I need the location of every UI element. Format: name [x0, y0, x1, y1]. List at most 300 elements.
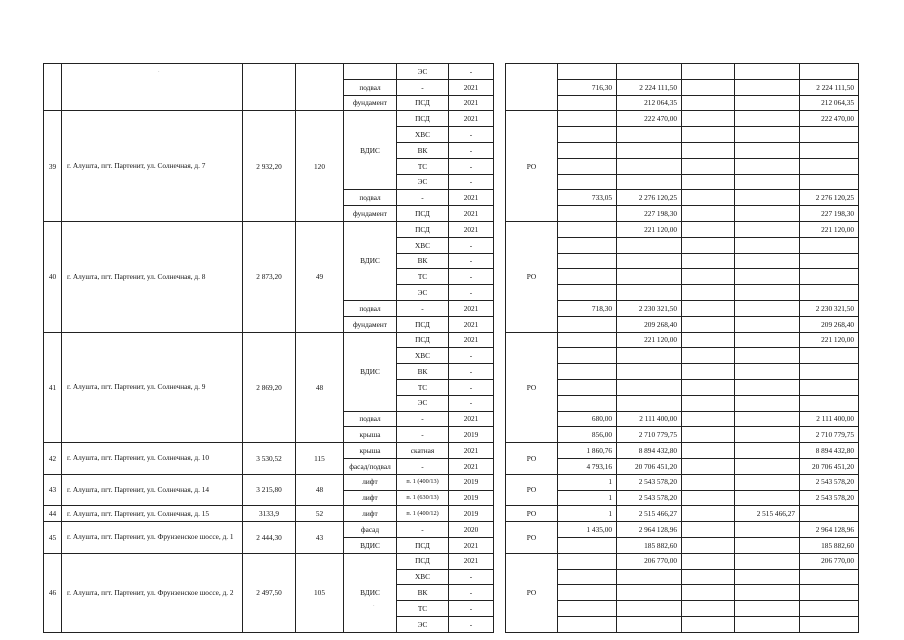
- cost-cell: [617, 364, 682, 380]
- federal-funding-cell: [735, 316, 800, 332]
- work-type-cell: подвал: [344, 411, 397, 427]
- cost-cell: [617, 601, 682, 617]
- federal-funding-cell: [735, 158, 800, 174]
- work-type-cell: лифт: [344, 506, 397, 522]
- volume-cell: [558, 95, 617, 111]
- federal-funding-cell: [735, 142, 800, 158]
- total-cell: [800, 269, 859, 285]
- total-cell: [800, 142, 859, 158]
- total-cell: [800, 158, 859, 174]
- funding-cell: [682, 474, 735, 490]
- year-cell: -: [449, 174, 494, 190]
- area-cell: 2 444,30: [243, 522, 296, 554]
- year-cell: -: [449, 601, 494, 617]
- funding-cell: [682, 174, 735, 190]
- residents-cell: 115: [296, 443, 344, 475]
- federal-funding-cell: [735, 601, 800, 617]
- year-cell: 2019: [449, 490, 494, 506]
- volume-cell: [558, 616, 617, 632]
- work-subtype-cell: ХВС: [397, 569, 449, 585]
- funding-cell: [682, 458, 735, 474]
- federal-funding-cell: [735, 537, 800, 553]
- row-number: 39: [44, 111, 62, 222]
- cost-cell: 2 276 120,25: [617, 190, 682, 206]
- area-cell: 3 215,80: [243, 474, 296, 506]
- address-cell: г. Алушта, пгт. Партенит, ул. Фрунзенское шоссе, д. 1: [62, 522, 243, 554]
- year-cell: -: [449, 269, 494, 285]
- cost-cell: 222 470,00: [617, 111, 682, 127]
- work-subtype-cell: ВК: [397, 142, 449, 158]
- year-cell: 2021: [449, 221, 494, 237]
- address-cell: г. Алушта, пгт. Партенит, ул. Солнечная, д. 10: [62, 443, 243, 475]
- work-subtype-cell: ХВС: [397, 348, 449, 364]
- row-number: 46: [44, 553, 62, 632]
- work-type-cell: фасад/подвал: [344, 458, 397, 474]
- residents-cell: 48: [296, 332, 344, 443]
- cost-cell: [617, 395, 682, 411]
- work-type-cell: фасад: [344, 522, 397, 538]
- work-subtype-cell: -: [397, 79, 449, 95]
- spacer-cell: [494, 111, 506, 222]
- volume-cell: [558, 585, 617, 601]
- volume-cell: 716,30: [558, 79, 617, 95]
- work-type-cell: [344, 64, 397, 80]
- total-cell: [800, 364, 859, 380]
- federal-funding-cell: [735, 395, 800, 411]
- cost-cell: [617, 142, 682, 158]
- funding-cell: [682, 221, 735, 237]
- federal-funding-cell: [735, 174, 800, 190]
- table-row: [44, 221, 859, 237]
- year-cell: 2021: [449, 443, 494, 459]
- work-subtype-cell: ПСД: [397, 553, 449, 569]
- residents-cell: 48: [296, 474, 344, 506]
- federal-funding-cell: [735, 411, 800, 427]
- residents-cell: 49: [296, 221, 344, 332]
- table-row: [44, 553, 859, 569]
- volume-cell: [558, 158, 617, 174]
- year-cell: 2021: [449, 332, 494, 348]
- volume-cell: [558, 253, 617, 269]
- work-subtype-cell: -: [397, 300, 449, 316]
- funding-cell: [682, 443, 735, 459]
- cost-cell: 20 706 451,20: [617, 458, 682, 474]
- total-cell: 222 470,00: [800, 111, 859, 127]
- work-type-cell: ВДИС: [344, 553, 397, 632]
- volume-cell: [558, 206, 617, 222]
- work-type-cell: лифт: [344, 490, 397, 506]
- funding-cell: [682, 332, 735, 348]
- funding-cell: [682, 490, 735, 506]
- work-subtype-cell: ВК: [397, 364, 449, 380]
- volume-cell: [558, 395, 617, 411]
- organization-cell: РО: [506, 474, 558, 506]
- year-cell: -: [449, 364, 494, 380]
- area-cell: 2 873,20: [243, 221, 296, 332]
- organization-cell: РО: [506, 522, 558, 554]
- cost-cell: 2 224 111,50: [617, 79, 682, 95]
- total-cell: 209 268,40: [800, 316, 859, 332]
- total-cell: [800, 285, 859, 301]
- total-cell: [800, 174, 859, 190]
- volume-cell: [558, 332, 617, 348]
- year-cell: -: [449, 253, 494, 269]
- funding-cell: [682, 253, 735, 269]
- cost-cell: 227 198,30: [617, 206, 682, 222]
- scan-speck: ·: [158, 70, 160, 75]
- year-cell: 2021: [449, 206, 494, 222]
- spacer-cell: [494, 506, 506, 522]
- area-cell: [243, 64, 296, 111]
- row-number: 41: [44, 332, 62, 443]
- funding-cell: [682, 206, 735, 222]
- total-cell: [800, 237, 859, 253]
- total-cell: [800, 253, 859, 269]
- volume-cell: [558, 316, 617, 332]
- federal-funding-cell: [735, 206, 800, 222]
- total-cell: 2 230 321,50: [800, 300, 859, 316]
- work-subtype-cell: ЭС: [397, 285, 449, 301]
- organization-cell: РО: [506, 553, 558, 632]
- volume-cell: [558, 364, 617, 380]
- federal-funding-cell: [735, 64, 800, 80]
- volume-cell: [558, 569, 617, 585]
- spacer-cell: [494, 443, 506, 475]
- year-cell: -: [449, 158, 494, 174]
- funding-cell: [682, 79, 735, 95]
- row-number: 44: [44, 506, 62, 522]
- year-cell: -: [449, 127, 494, 143]
- area-cell: 2 869,20: [243, 332, 296, 443]
- table-row: [44, 474, 859, 490]
- federal-funding-cell: [735, 379, 800, 395]
- total-cell: [800, 348, 859, 364]
- total-cell: 2 543 578,20: [800, 490, 859, 506]
- total-cell: [800, 127, 859, 143]
- funding-cell: [682, 506, 735, 522]
- volume-cell: 1: [558, 506, 617, 522]
- cost-cell: [617, 64, 682, 80]
- address-cell: г. Алушта, пгт. Партенит, ул. Фрунзенское шоссе, д. 2: [62, 553, 243, 632]
- year-cell: -: [449, 616, 494, 632]
- address-cell: г. Алушта, пгт. Партенит, ул. Солнечная, д. 7: [62, 111, 243, 222]
- federal-funding-cell: [735, 522, 800, 538]
- work-subtype-cell: ПСД: [397, 537, 449, 553]
- funding-cell: [682, 364, 735, 380]
- volume-cell: 733,05: [558, 190, 617, 206]
- federal-funding-cell: [735, 332, 800, 348]
- volume-cell: 856,00: [558, 427, 617, 443]
- cost-cell: 209 268,40: [617, 316, 682, 332]
- federal-funding-cell: [735, 253, 800, 269]
- area-cell: 2 497,50: [243, 553, 296, 632]
- work-subtype-cell: п. 1 (630/13): [397, 490, 449, 506]
- total-cell: [800, 616, 859, 632]
- funding-cell: [682, 127, 735, 143]
- federal-funding-cell: [735, 348, 800, 364]
- volume-cell: [558, 269, 617, 285]
- work-subtype-cell: ЭС: [397, 616, 449, 632]
- cost-cell: [617, 285, 682, 301]
- table-row: [44, 111, 859, 127]
- work-subtype-cell: -: [397, 190, 449, 206]
- funding-cell: [682, 190, 735, 206]
- address-cell: г. Алушта, пгт. Партенит, ул. Солнечная, д. 14: [62, 474, 243, 506]
- cost-cell: 2 710 779,75: [617, 427, 682, 443]
- volume-cell: 4 793,16: [558, 458, 617, 474]
- funding-cell: [682, 269, 735, 285]
- cost-cell: 8 894 432,80: [617, 443, 682, 459]
- work-type-cell: фундамент: [344, 206, 397, 222]
- total-cell: 212 064,35: [800, 95, 859, 111]
- total-cell: 185 882,60: [800, 537, 859, 553]
- total-cell: 2 710 779,75: [800, 427, 859, 443]
- funding-cell: [682, 379, 735, 395]
- cost-cell: [617, 174, 682, 190]
- volume-cell: [558, 537, 617, 553]
- total-cell: 8 894 432,80: [800, 443, 859, 459]
- federal-funding-cell: [735, 127, 800, 143]
- table-row: [44, 443, 859, 459]
- organization-cell: РО: [506, 443, 558, 475]
- volume-cell: [558, 111, 617, 127]
- year-cell: 2019: [449, 506, 494, 522]
- organization-cell: РО: [506, 111, 558, 222]
- table-row: [44, 506, 859, 522]
- federal-funding-cell: [735, 111, 800, 127]
- work-subtype-cell: ВК: [397, 253, 449, 269]
- row-number: [44, 64, 62, 111]
- work-subtype-cell: ХВС: [397, 127, 449, 143]
- volume-cell: 680,00: [558, 411, 617, 427]
- work-subtype-cell: ТС: [397, 158, 449, 174]
- federal-funding-cell: [735, 190, 800, 206]
- year-cell: 2021: [449, 316, 494, 332]
- table-row: [44, 332, 859, 348]
- total-cell: 206 770,00: [800, 553, 859, 569]
- total-cell: [800, 601, 859, 617]
- volume-cell: [558, 221, 617, 237]
- area-cell: 3133,9: [243, 506, 296, 522]
- total-cell: [800, 395, 859, 411]
- work-subtype-cell: ХВС: [397, 237, 449, 253]
- work-subtype-cell: ПСД: [397, 95, 449, 111]
- year-cell: 2021: [449, 95, 494, 111]
- work-type-cell: крыша: [344, 443, 397, 459]
- cost-cell: 2 964 128,96: [617, 522, 682, 538]
- total-cell: 2 224 111,50: [800, 79, 859, 95]
- work-subtype-cell: ЭС: [397, 64, 449, 80]
- volume-cell: [558, 142, 617, 158]
- cost-cell: [617, 269, 682, 285]
- funding-cell: [682, 111, 735, 127]
- organization-cell: РО: [506, 506, 558, 522]
- volume-cell: 1: [558, 474, 617, 490]
- year-cell: -: [449, 395, 494, 411]
- total-cell: [800, 64, 859, 80]
- total-cell: 221 120,00: [800, 332, 859, 348]
- work-subtype-cell: ТС: [397, 379, 449, 395]
- total-cell: 2 276 120,25: [800, 190, 859, 206]
- work-subtype-cell: скатная: [397, 443, 449, 459]
- federal-funding-cell: [735, 553, 800, 569]
- year-cell: 2020: [449, 522, 494, 538]
- work-subtype-cell: ПСД: [397, 332, 449, 348]
- federal-funding-cell: [735, 569, 800, 585]
- cost-cell: 2 543 578,20: [617, 490, 682, 506]
- volume-cell: 718,30: [558, 300, 617, 316]
- volume-cell: [558, 553, 617, 569]
- cost-cell: [617, 616, 682, 632]
- federal-funding-cell: [735, 269, 800, 285]
- federal-funding-cell: [735, 474, 800, 490]
- federal-funding-cell: [735, 221, 800, 237]
- cost-cell: [617, 569, 682, 585]
- federal-funding-cell: 2 515 466,27: [735, 506, 800, 522]
- work-type-cell: ВДИС: [344, 537, 397, 553]
- funding-cell: [682, 237, 735, 253]
- year-cell: -: [449, 64, 494, 80]
- total-cell: 2 111 400,00: [800, 411, 859, 427]
- residents-cell: [296, 64, 344, 111]
- funding-cell: [682, 537, 735, 553]
- year-cell: -: [449, 348, 494, 364]
- total-cell: 20 706 451,20: [800, 458, 859, 474]
- total-cell: 2 964 128,96: [800, 522, 859, 538]
- volume-cell: [558, 348, 617, 364]
- total-cell: 227 198,30: [800, 206, 859, 222]
- year-cell: 2021: [449, 111, 494, 127]
- work-subtype-cell: п. 1 (400/13): [397, 474, 449, 490]
- funding-cell: [682, 411, 735, 427]
- work-type-cell: подвал: [344, 190, 397, 206]
- row-number: 40: [44, 221, 62, 332]
- funding-cell: [682, 427, 735, 443]
- federal-funding-cell: [735, 364, 800, 380]
- volume-cell: 1 435,00: [558, 522, 617, 538]
- work-subtype-cell: -: [397, 427, 449, 443]
- volume-cell: [558, 601, 617, 617]
- volume-cell: [558, 127, 617, 143]
- volume-cell: [558, 285, 617, 301]
- cost-cell: [617, 379, 682, 395]
- organization-cell: РО: [506, 221, 558, 332]
- year-cell: -: [449, 569, 494, 585]
- address-cell: г. Алушта, пгт. Партенит, ул. Солнечная, д. 8: [62, 221, 243, 332]
- address-cell: [62, 64, 243, 111]
- residents-cell: 43: [296, 522, 344, 554]
- funding-cell: [682, 395, 735, 411]
- table-row: [44, 522, 859, 538]
- funding-cell: [682, 553, 735, 569]
- work-subtype-cell: ПСД: [397, 111, 449, 127]
- cost-cell: 2 543 578,20: [617, 474, 682, 490]
- funding-cell: [682, 585, 735, 601]
- total-cell: 2 543 578,20: [800, 474, 859, 490]
- year-cell: 2019: [449, 427, 494, 443]
- work-type-cell: подвал: [344, 79, 397, 95]
- work-subtype-cell: п. 1 (400/12): [397, 506, 449, 522]
- work-type-cell: ВДИС: [344, 332, 397, 411]
- work-type-cell: ВДИС: [344, 111, 397, 190]
- cost-cell: 2 515 466,27: [617, 506, 682, 522]
- work-type-cell: подвал: [344, 300, 397, 316]
- federal-funding-cell: [735, 490, 800, 506]
- funding-cell: [682, 569, 735, 585]
- federal-funding-cell: [735, 300, 800, 316]
- work-subtype-cell: -: [397, 522, 449, 538]
- federal-funding-cell: [735, 616, 800, 632]
- year-cell: 2021: [449, 553, 494, 569]
- year-cell: -: [449, 585, 494, 601]
- work-type-cell: фундамент: [344, 316, 397, 332]
- year-cell: -: [449, 142, 494, 158]
- work-subtype-cell: ТС: [397, 601, 449, 617]
- cost-cell: 212 064,35: [617, 95, 682, 111]
- work-subtype-cell: ЭС: [397, 395, 449, 411]
- work-subtype-cell: -: [397, 411, 449, 427]
- cost-cell: 2 230 321,50: [617, 300, 682, 316]
- cost-cell: [617, 237, 682, 253]
- organization-cell: РО: [506, 332, 558, 443]
- cost-cell: [617, 127, 682, 143]
- funding-cell: [682, 300, 735, 316]
- work-subtype-cell: ПСД: [397, 221, 449, 237]
- year-cell: 2021: [449, 537, 494, 553]
- cost-cell: [617, 348, 682, 364]
- total-cell: 221 120,00: [800, 221, 859, 237]
- federal-funding-cell: [735, 285, 800, 301]
- federal-funding-cell: [735, 458, 800, 474]
- work-type-cell: ВДИС: [344, 221, 397, 300]
- cost-cell: [617, 253, 682, 269]
- year-cell: 2019: [449, 474, 494, 490]
- cost-cell: [617, 585, 682, 601]
- federal-funding-cell: [735, 427, 800, 443]
- cost-cell: 206 770,00: [617, 553, 682, 569]
- year-cell: 2021: [449, 300, 494, 316]
- funding-cell: [682, 285, 735, 301]
- volume-cell: 1: [558, 490, 617, 506]
- funding-cell: [682, 64, 735, 80]
- cost-cell: 221 120,00: [617, 332, 682, 348]
- area-cell: 2 932,20: [243, 111, 296, 222]
- residents-cell: 52: [296, 506, 344, 522]
- year-cell: -: [449, 237, 494, 253]
- work-subtype-cell: -: [397, 458, 449, 474]
- scan-speck: ·: [373, 604, 375, 609]
- cost-cell: 221 120,00: [617, 221, 682, 237]
- volume-cell: [558, 174, 617, 190]
- row-number: 45: [44, 522, 62, 554]
- cost-cell: 2 111 400,00: [617, 411, 682, 427]
- row-number: 42: [44, 443, 62, 475]
- organization-cell: [506, 64, 558, 111]
- work-subtype-cell: ЭС: [397, 174, 449, 190]
- address-cell: г. Алушта, пгт. Партенит, ул. Солнечная, д. 15: [62, 506, 243, 522]
- funding-cell: [682, 601, 735, 617]
- volume-cell: [558, 237, 617, 253]
- work-subtype-cell: ТС: [397, 269, 449, 285]
- funding-cell: [682, 348, 735, 364]
- funding-cell: [682, 142, 735, 158]
- funding-cell: [682, 158, 735, 174]
- funding-cell: [682, 616, 735, 632]
- work-subtype-cell: ПСД: [397, 316, 449, 332]
- work-subtype-cell: ВК: [397, 585, 449, 601]
- spacer-cell: [494, 522, 506, 554]
- work-subtype-cell: ПСД: [397, 206, 449, 222]
